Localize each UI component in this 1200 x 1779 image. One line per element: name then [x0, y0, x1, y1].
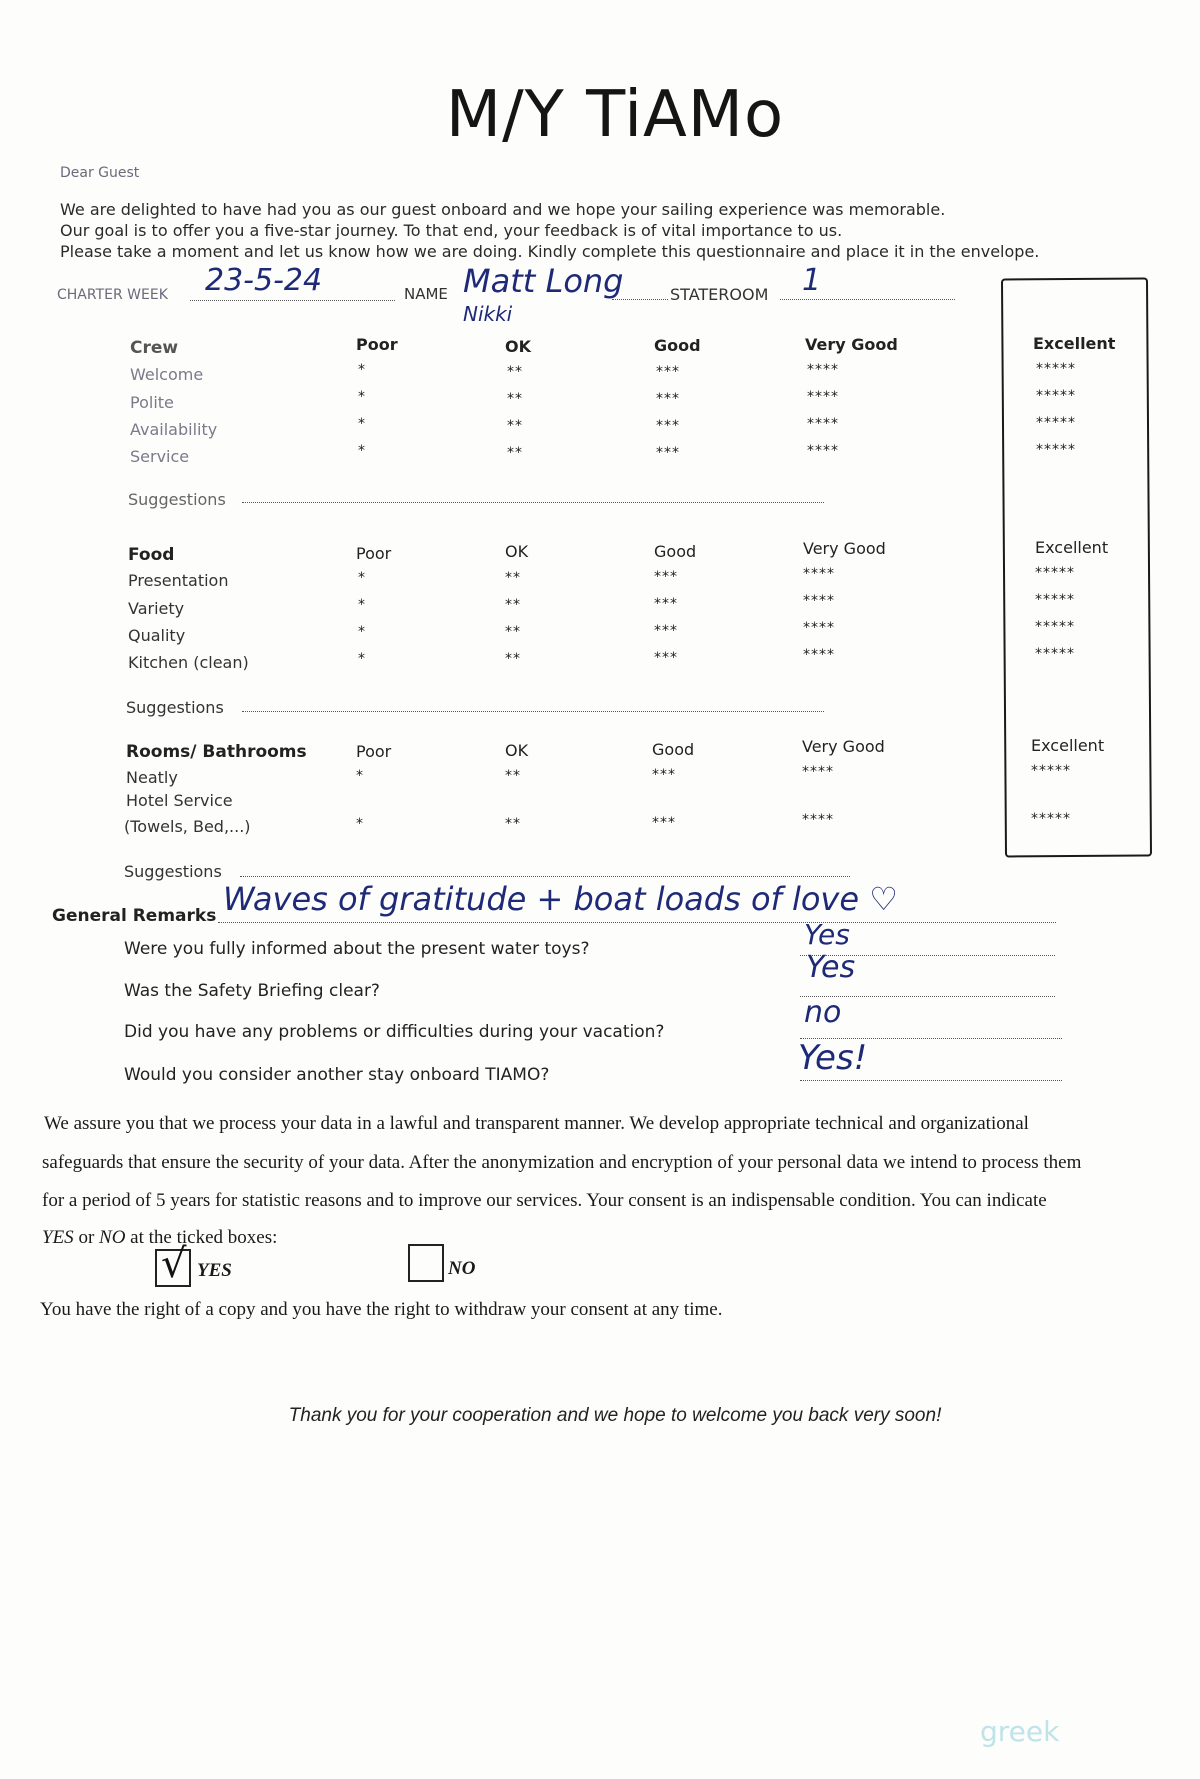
crew-row-welcome: Welcome	[130, 365, 204, 384]
rating-stars[interactable]: *	[358, 624, 366, 640]
col-head-ok: OK	[505, 337, 531, 356]
answer-water-toys[interactable]: Yes	[804, 918, 850, 951]
col-head-ok: OK	[505, 741, 529, 760]
rating-stars[interactable]: *	[356, 768, 364, 784]
rating-stars[interactable]: ***	[654, 569, 678, 585]
rooms-suggestions-label: Suggestions	[124, 862, 222, 881]
rating-stars[interactable]: ***	[654, 596, 678, 612]
rating-stars[interactable]: *****	[1036, 415, 1076, 431]
name-value-second[interactable]: Nikki	[463, 302, 513, 326]
col-head-excellent: Excellent	[1033, 334, 1116, 353]
col-head-excellent: Excellent	[1031, 736, 1105, 755]
rating-stars[interactable]: ***	[656, 364, 680, 380]
col-head-good: Good	[654, 542, 697, 561]
rating-stars[interactable]: **	[505, 597, 521, 613]
rating-stars[interactable]: ****	[803, 620, 835, 636]
rating-stars[interactable]: ****	[803, 593, 835, 609]
col-head-excellent: Excellent	[1035, 538, 1109, 557]
question-safety-briefing: Was the Safety Briefing clear?	[124, 981, 380, 1001]
rating-stars[interactable]: ****	[802, 812, 834, 828]
charter-week-line	[190, 300, 395, 301]
rating-stars[interactable]: *	[356, 816, 364, 832]
rating-stars[interactable]: *	[358, 570, 366, 586]
intro-line-3: Please take a moment and let us know how we are doing. Kindly complete this questionnaire and place it in the envelope.	[60, 242, 1040, 261]
rating-stars[interactable]: **	[505, 768, 521, 784]
food-row-quality: Quality	[128, 626, 186, 645]
rating-stars[interactable]: *	[358, 597, 366, 613]
stateroom-label: STATEROOM	[670, 285, 769, 304]
section-title-food: Food	[128, 545, 175, 565]
rooms-row-hotel-service: Hotel Service	[126, 791, 233, 810]
rating-stars[interactable]: ***	[652, 767, 676, 783]
rating-stars[interactable]: ****	[803, 647, 835, 663]
consent-or-word: or	[73, 1227, 100, 1248]
question-water-toys: Were you fully informed about the present water toys?	[124, 939, 590, 959]
check-mark-icon: √	[161, 1241, 187, 1287]
rating-stars[interactable]: ***	[652, 815, 676, 831]
rating-stars[interactable]: ****	[807, 362, 839, 378]
rating-stars[interactable]: *****	[1031, 811, 1071, 827]
section-title-crew: Crew	[130, 338, 179, 358]
rating-stars[interactable]: **	[507, 391, 523, 407]
rating-stars[interactable]: *****	[1035, 646, 1075, 662]
thank-you-note: Thank you for your cooperation and we hope to welcome you back very soon!	[288, 1405, 942, 1426]
excellent-column-box	[1001, 277, 1152, 857]
name-label: NAME	[404, 285, 448, 303]
col-head-very-good: Very Good	[805, 335, 898, 354]
rating-stars[interactable]: ***	[656, 445, 680, 461]
answer-line	[800, 1080, 1062, 1081]
food-row-variety: Variety	[128, 599, 185, 618]
no-checkbox-label: NO	[448, 1258, 476, 1279]
rating-stars[interactable]: ***	[654, 650, 678, 666]
rating-stars[interactable]: **	[507, 364, 523, 380]
rating-stars[interactable]: ****	[807, 416, 839, 432]
rating-stars[interactable]: **	[507, 445, 523, 461]
general-remarks-label: General Remarks	[52, 906, 217, 926]
rooms-row-neatly: Neatly	[126, 768, 178, 787]
watermark: greek	[980, 1715, 1060, 1748]
charter-week-label: CHARTER WEEK	[57, 287, 168, 303]
no-checkbox[interactable]	[408, 1244, 444, 1282]
rating-stars[interactable]: *****	[1035, 592, 1075, 608]
food-row-presentation: Presentation	[128, 571, 229, 590]
rating-stars[interactable]: ****	[803, 566, 835, 582]
yes-checkbox-label: YES	[197, 1260, 232, 1281]
rating-stars[interactable]: **	[505, 624, 521, 640]
intro-line-2: Our goal is to offer you a five-star journey. To that end, your feedback is of vital importance to us.	[60, 221, 843, 240]
consent-line-3: for a period of 5 years for statistic reasons and to improve our services. Your consent is an indispensable condition. You can indicate	[42, 1190, 1047, 1211]
rating-stars[interactable]: **	[507, 418, 523, 434]
consent-line-4	[42, 1227, 277, 1249]
rating-stars[interactable]: ****	[807, 389, 839, 405]
crew-row-availability: Availability	[130, 420, 218, 439]
rating-stars[interactable]: *****	[1031, 763, 1071, 779]
consent-line-1: We assure you that we process your data in a lawful and transparent manner. We develop appropriate technical and organizational	[44, 1113, 1029, 1134]
document-title: M/Y TiAMo	[445, 78, 785, 152]
consent-line-2: safeguards that ensure the security of your data. After the anonymization and encryption of your personal data we intend to process them	[42, 1152, 1082, 1173]
rating-stars[interactable]: ***	[656, 418, 680, 434]
col-head-ok: OK	[505, 542, 529, 561]
crew-row-polite: Polite	[130, 393, 174, 412]
rating-stars[interactable]: *	[358, 416, 366, 432]
rating-stars[interactable]: *****	[1035, 619, 1075, 635]
question-another-stay: Would you consider another stay onboard TIAMO?	[124, 1065, 550, 1085]
rating-stars[interactable]: *	[358, 389, 366, 405]
rating-stars[interactable]: *****	[1036, 388, 1076, 404]
name-line	[612, 299, 668, 300]
rating-stars[interactable]: **	[505, 570, 521, 586]
intro-line-1: We are delighted to have had you as our guest onboard and we hope your sailing experience was memorable.	[60, 200, 946, 219]
rating-stars[interactable]: ***	[654, 623, 678, 639]
rating-stars[interactable]: **	[505, 651, 521, 667]
rating-stars[interactable]: ***	[656, 391, 680, 407]
greeting: Dear Guest	[60, 165, 140, 181]
rating-stars[interactable]: *	[358, 443, 366, 459]
consent-ticked-text: at the ticked boxes:	[125, 1227, 278, 1248]
col-head-good: Good	[652, 740, 695, 759]
answer-another-stay[interactable]: Yes!	[798, 1038, 868, 1078]
col-head-poor: Poor	[356, 335, 398, 354]
col-head-poor: Poor	[356, 742, 392, 761]
general-remarks-line	[218, 922, 1056, 923]
yes-checkbox[interactable]	[155, 1241, 191, 1287]
stateroom-line	[780, 299, 955, 300]
answer-safety-briefing[interactable]: Yes	[806, 950, 856, 985]
section-title-rooms: Rooms/ Bathrooms	[126, 742, 307, 762]
rooms-suggestions-line[interactable]	[240, 876, 850, 877]
stateroom-value[interactable]: 1	[802, 263, 822, 298]
rating-stars[interactable]: *****	[1036, 361, 1076, 377]
col-head-very-good: Very Good	[803, 539, 886, 558]
rooms-row-towels: (Towels, Bed,...)	[124, 817, 251, 836]
answer-problems[interactable]: no	[804, 995, 842, 1030]
consent-yes-word: YES	[42, 1227, 74, 1248]
rating-stars[interactable]: ****	[802, 764, 834, 780]
rating-stars[interactable]: *	[358, 651, 366, 667]
name-value[interactable]: Matt Long	[463, 262, 624, 300]
rating-stars[interactable]: *****	[1035, 565, 1075, 581]
col-head-poor: Poor	[356, 544, 392, 563]
rating-stars[interactable]: *****	[1036, 442, 1076, 458]
col-head-good: Good	[654, 336, 701, 355]
question-problems: Did you have any problems or difficulties during your vacation?	[124, 1022, 665, 1042]
crew-suggestions-label: Suggestions	[128, 490, 226, 509]
general-remarks-value[interactable]: Waves of gratitude + boat loads of love ♡	[223, 880, 898, 918]
food-suggestions-label: Suggestions	[126, 698, 224, 717]
crew-row-service: Service	[130, 447, 190, 466]
crew-suggestions-line[interactable]	[242, 502, 824, 503]
rating-stars[interactable]: ****	[807, 443, 839, 459]
consent-rights: You have the right of a copy and you have the right to withdraw your consent at any time.	[40, 1299, 723, 1320]
rating-stars[interactable]: *	[358, 362, 366, 378]
consent-no-word: NO	[99, 1227, 126, 1248]
charter-week-value[interactable]: 23-5-24	[205, 263, 323, 298]
food-suggestions-line[interactable]	[242, 711, 824, 712]
rating-stars[interactable]: **	[505, 816, 521, 832]
col-head-very-good: Very Good	[802, 737, 885, 756]
food-row-kitchen: Kitchen (clean)	[128, 653, 249, 672]
